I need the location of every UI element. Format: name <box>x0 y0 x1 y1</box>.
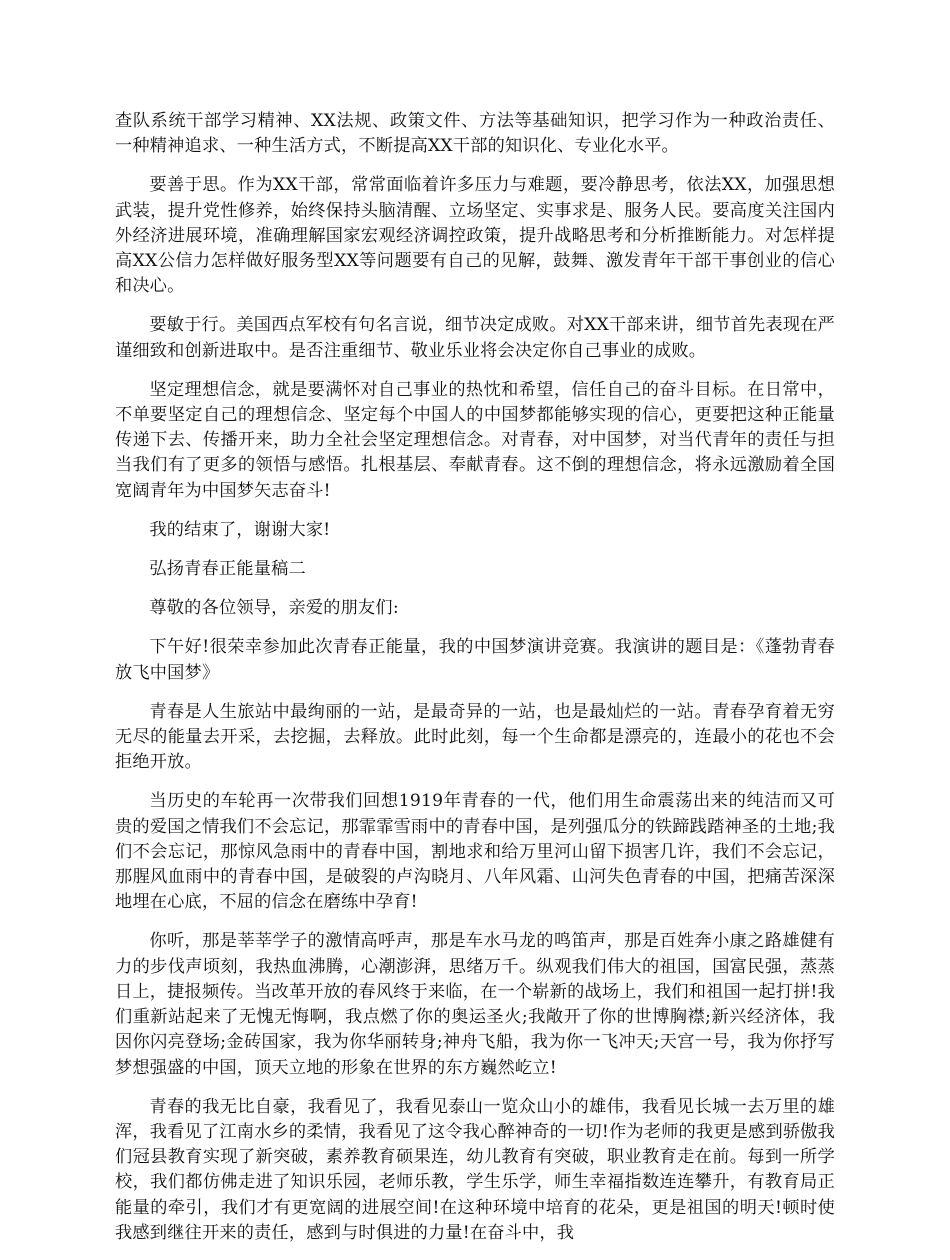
paragraph-think: 要善于思。作为XX干部，常常面临着许多压力与难题，要冷静思考，依法XX，加强思想武装，提升党性修养，始终保持头脑清醒、立场坚定、实事求是、服务人民。要高度关注国内外经济进展环境，准确理解国家宏观经济调控政策，提升战略思考和分析推断能力。对怎样提高XX公信力怎样做好服务型XX等问题要有自己的见解，鼓舞、激发青年干部干事创业的信心和决心。 <box>115 175 835 297</box>
salutation: 尊敬的各位领导，亲爱的朋友们: <box>149 598 399 619</box>
paragraph-greeting: 下午好!很荣幸参加此次青春正能量，我的中国梦演讲竞赛。我演讲的题目是：《蓬勃青春放飞中国梦》 <box>115 637 835 683</box>
paragraph-pride: 青春的我无比自豪，我看见了，我看见泰山一览众山小的雄伟，我看见长城一去万里的雄浑，我看见了江南水乡的柔情，我看见了这令我心醉神奇的一切!作为老师的我更是感到骄傲我们冠县教育实现了新突破，素养教育硕果连，幼儿教育有突破，职业教育走在前。每到一所学校，我们都仿佛走进了知识乐园，老师乐教，学生乐学，师生幸福指数连连攀升，有教育局正能量的牵引，我们才有更宽阔的进展空间!在这种环境中培育的花朵，更是祖国的明天!顿时使我感到继往开来的责任，感到与时俱进的力量!在奋斗中，我 <box>115 1096 835 1243</box>
paragraph-youth: 青春是人生旅站中最绚丽的一站，是最奇异的一站，也是最灿烂的一站。青春孕育着无穷无尽的能量去开采，去挖掘，去释放。此时此刻，每一个生命都是漂亮的，连最小的花也不会拒绝开放。 <box>115 701 835 773</box>
paragraph-listen: 你听，那是莘莘学子的激情高呼声，那是车水马龙的鸣笛声，那是百姓奔小康之路雄健有力的步伐声顷刻，我热血沸腾，心潮澎湃，思绪万千。纵观我们伟大的祖国，国富民强，蒸蒸日上，捷报频传。当改革开放的春风终于来临，在一个崭新的战场上，我们和祖国一起打拼!我们重新站起来了无愧无悔啊，我点燃了你的奥运圣火;我敞开了你的世博胸襟;新兴经济体，我因你闪亮登场;金砖国家，我为你华丽转身;神舟飞船，我为你一飞冲天;天宫一号，我为你抒写梦想强盛的中国，顶天立地的形象在世界的东方巍然屹立! <box>115 931 835 1078</box>
paragraph-history: 当历史的车轮再一次带我们回想1919年青春的一代，他们用生命震荡出来的纯洁而又可贵的爱国之情我们不会忘记，那霏霏雪雨中的青春中国，是列强瓜分的铁蹄践踏神圣的土地;我们不会忘记，那惊风急雨中的青春中国，割地求和给万里河山留下损害几许，我们不会忘记，那腥风血雨中的青春中国，是破裂的卢沟晓月、八年风霜、山河失色青春的中国，把痛苦深深地埋在心底，不屈的信念在磨练中孕育! <box>115 791 835 913</box>
paragraph-act: 要敏于行。美国西点军校有句名言说，细节决定成败。对XX干部来讲，细节首先表现在严谨细致和创新进取中。是否注重细节、敬业乐业将会决定你自己事业的成败。 <box>115 315 835 361</box>
document-body <box>115 109 835 1260</box>
paragraph-closing: 我的结束了，谢谢大家! <box>149 519 331 540</box>
speech-two-title: 弘扬青春正能量稿二 <box>149 559 306 580</box>
paragraph-continuation: 查队系统干部学习精神、XX法规、政策文件、方法等基础知识，把学习作为一种政治责任、一种精神追求、一种生活方式，不断提高XX干部的知识化、专业化水平。 <box>115 111 835 157</box>
paragraph-ideals: 坚定理想信念，就是要满怀对自己事业的热忱和希望，信任自己的奋斗目标。在日常中，不单要坚定自己的理想信念、坚定每个中国人的中国梦都能够实现的信心，更要把这种正能量传递下去、传播开来，助力全社会坚定理想信念。对青春，对中国梦，对当代青年的责任与担当我们有了更多的领悟与感悟。扎根基层、奉献青春。这不倒的理想信念，将永远激励着全国宽阔青年为中国梦矢志奋斗! <box>115 379 835 501</box>
